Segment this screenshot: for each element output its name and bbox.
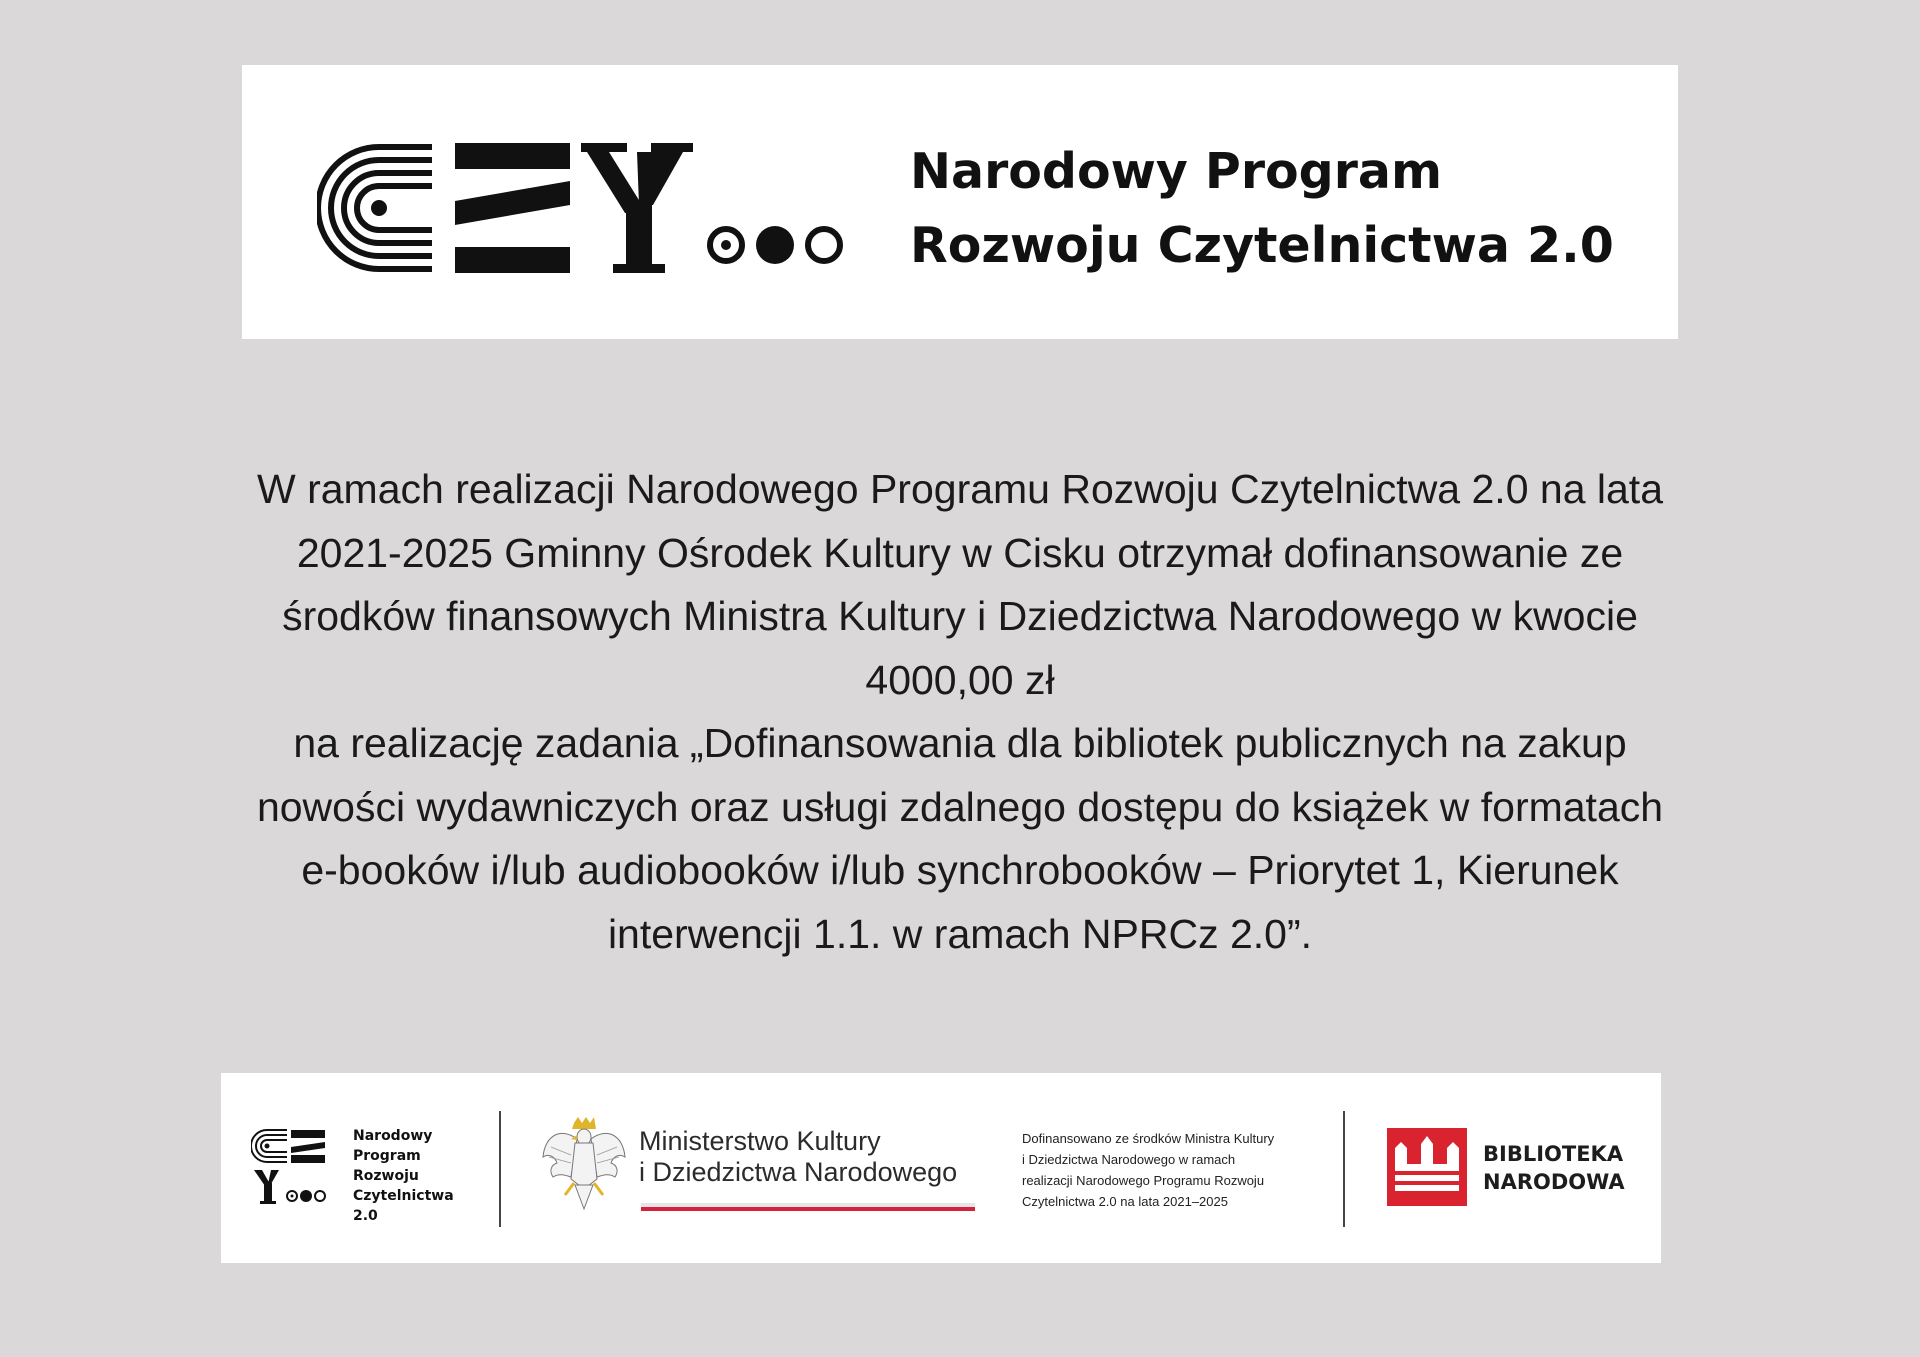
ministry-name-line2: i Dziedzictwa Narodowego xyxy=(639,1157,958,1187)
header-banner xyxy=(242,65,1678,339)
announcement-line: nowości wydawniczych oraz usługi zdalnego dostępu do książek w formatach xyxy=(256,783,1664,830)
announcement-line: na realizację zadania „Dofinansowania dla bibliotek publicznych na zakup xyxy=(293,720,1627,766)
program-title-line1: Narodowy Program xyxy=(910,143,1443,200)
footer-program-line: Program xyxy=(353,1148,421,1164)
funding-note-line: Czytelnictwa 2.0 na lata 2021–2025 xyxy=(1022,1194,1228,1209)
funding-amount: 4000,00 zł xyxy=(865,656,1055,703)
footer-logos-banner xyxy=(221,1073,1661,1263)
library-name-line2: NARODOWA xyxy=(1483,1170,1625,1194)
announcement-line: 2021-2025 Gminny Ośrodek Kultury w Cisku otrzymał dofinansowanie ze xyxy=(296,529,1624,576)
funding-note-line: realizacji Narodowego Programu Rozwoju xyxy=(1022,1173,1265,1188)
funding-note-line: i Dziedzictwa Narodowego w ramach xyxy=(1022,1152,1236,1167)
program-title-line2: Rozwoju Czytelnictwa 2.0 xyxy=(910,217,1614,274)
announcement-line: interwencji 1.1. w ramach NPRCz 2.0”. xyxy=(607,910,1313,957)
ministry-name xyxy=(639,1126,957,1188)
czy-logo-icon xyxy=(251,1128,331,1208)
ministry-name-line1: Ministerstwo Kultury xyxy=(639,1126,881,1156)
biblioteka-narodowa-crown-logo-icon xyxy=(1387,1128,1467,1206)
czy-logo-icon xyxy=(317,143,847,273)
footer-program-line: Rozwoju xyxy=(353,1168,419,1184)
funding-note-line: Dofinansowano ze środków Ministra Kultury xyxy=(1022,1131,1275,1146)
announcement-line: środków finansowych Ministra Kultury i Dziedzictwa Narodowego w kwocie xyxy=(282,593,1638,639)
announcement-line: e-booków i/lub audiobooków i/lub synchrobooków – Priorytet 1, Kierunek xyxy=(301,847,1619,893)
library-name xyxy=(1483,1140,1625,1196)
footer-program-line: Czytelnictwa xyxy=(353,1188,454,1204)
program-title xyxy=(910,135,1614,283)
library-name-line1: BIBLIOTEKA xyxy=(1483,1142,1624,1166)
funding-note xyxy=(1022,1128,1274,1212)
footer-program-line: Narodowy xyxy=(353,1128,433,1144)
divider xyxy=(1343,1111,1345,1227)
footer-program-title xyxy=(353,1126,454,1226)
divider xyxy=(499,1111,501,1227)
polish-eagle-emblem-icon xyxy=(541,1117,627,1213)
polish-flag-bar xyxy=(641,1203,975,1211)
announcement-text xyxy=(150,458,1770,966)
footer-program-line: 2.0 xyxy=(353,1208,378,1224)
announcement-line: W ramach realizacji Narodowego Programu Rozwoju Czytelnictwa 2.0 na lata xyxy=(257,466,1663,512)
